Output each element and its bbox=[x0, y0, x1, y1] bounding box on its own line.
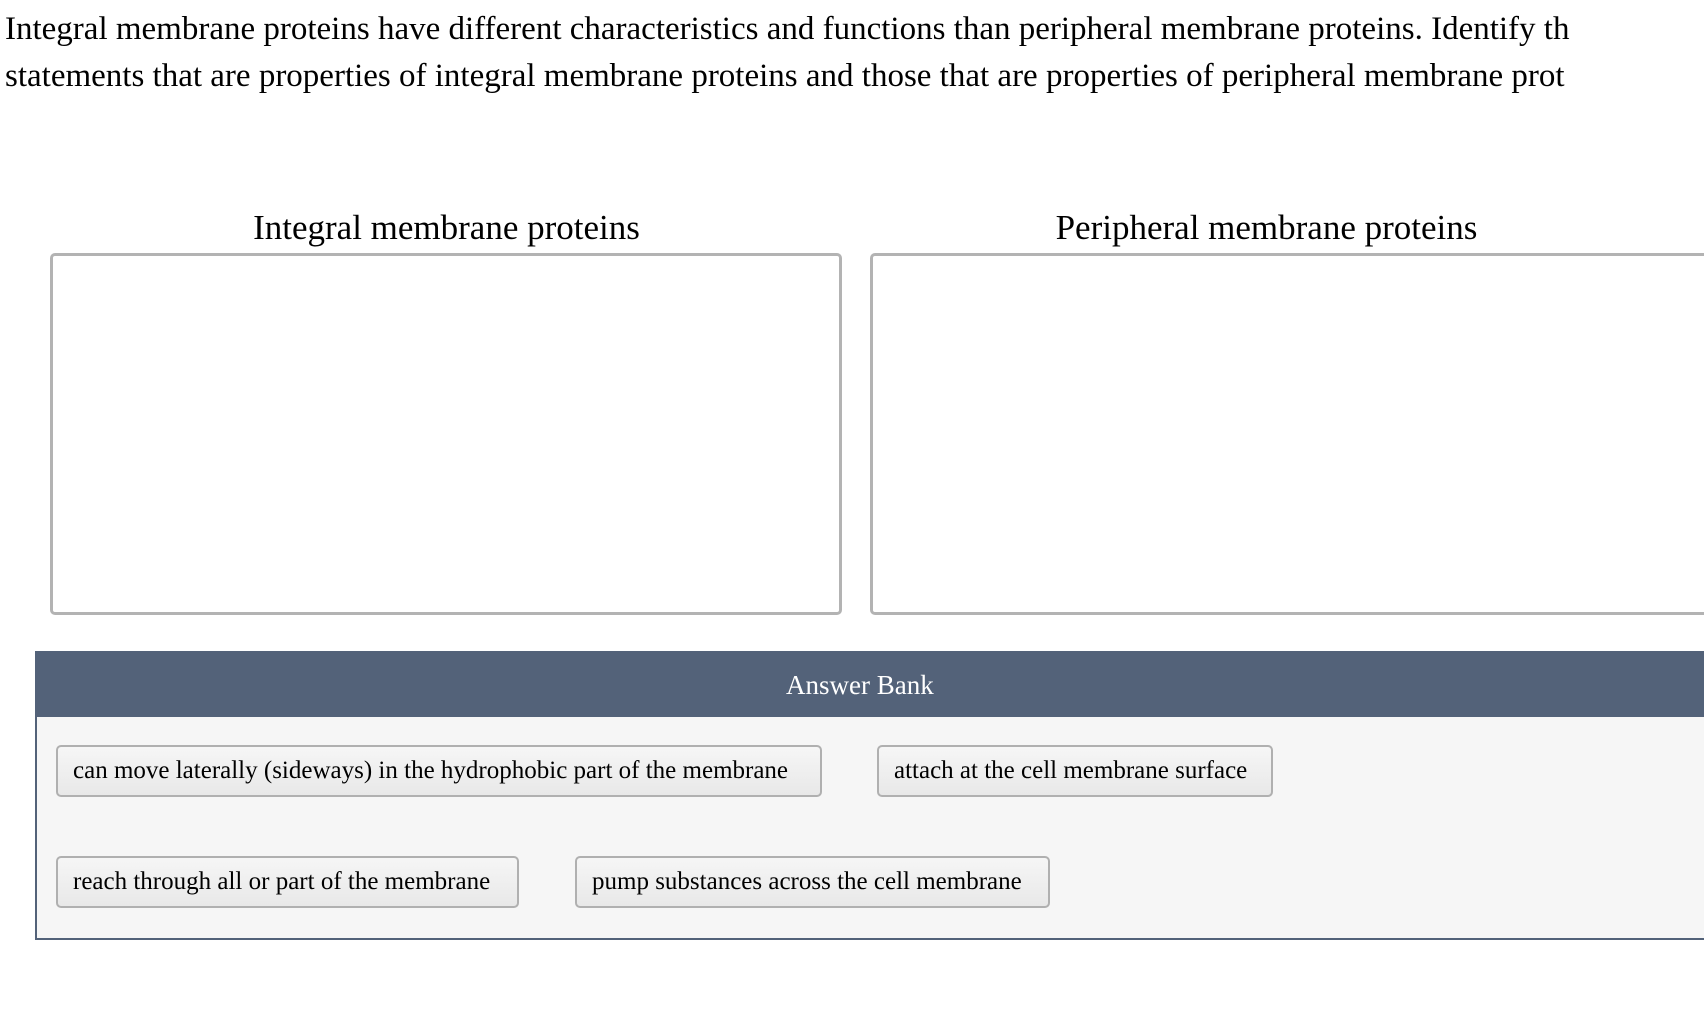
answer-bank-title: Answer Bank bbox=[786, 670, 934, 700]
prompt-line-1: Integral membrane proteins have different characteristics and functions than peripheral membrane proteins. Identify th bbox=[5, 11, 1570, 47]
peripheral-drop-zone[interactable] bbox=[870, 253, 1704, 615]
peripheral-column-title: Peripheral membrane proteins bbox=[1055, 208, 1478, 247]
answer-chip-move-laterally[interactable]: can move laterally (sideways) in the hydrophobic part of the membrane bbox=[56, 745, 822, 797]
answer-chip-attach-surface[interactable]: attach at the cell membrane surface bbox=[877, 745, 1273, 797]
integral-column-title: Integral membrane proteins bbox=[253, 208, 640, 247]
answer-chip-reach-through[interactable]: reach through all or part of the membrane bbox=[56, 856, 519, 908]
question-prompt bbox=[5, 6, 1704, 100]
answer-chip-pump-substances[interactable]: pump substances across the cell membrane bbox=[575, 856, 1050, 908]
integral-drop-zone[interactable] bbox=[50, 253, 842, 615]
prompt-line-2: statements that are properties of integral membrane proteins and those that are properties of peripheral membrane prot bbox=[5, 58, 1565, 94]
